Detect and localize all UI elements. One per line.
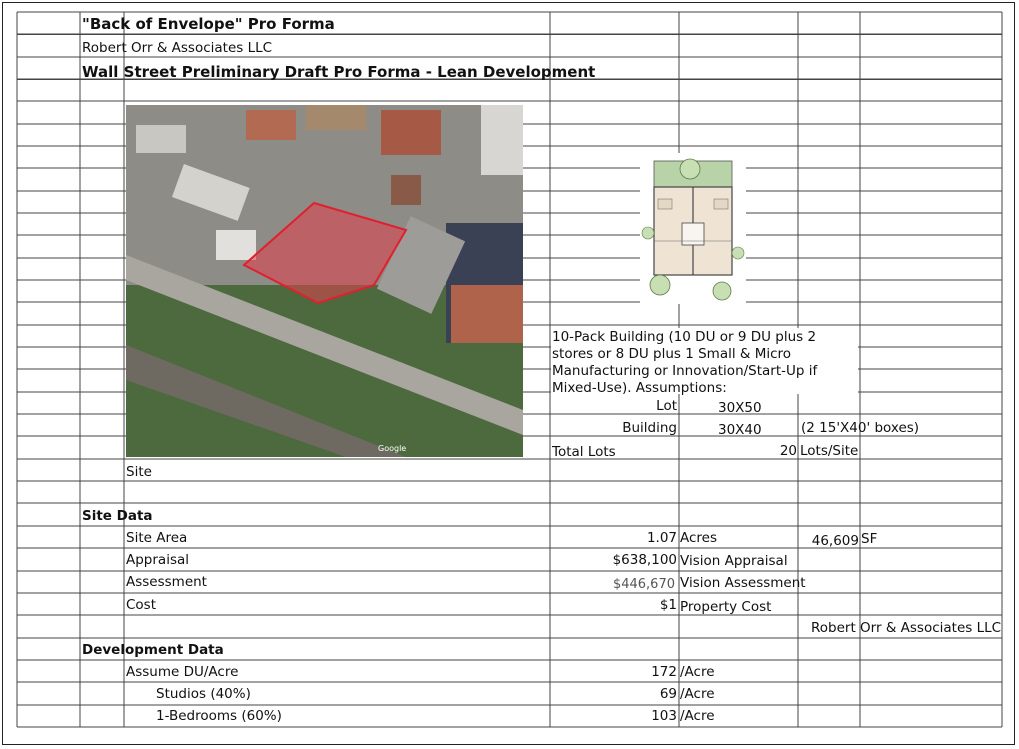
site-area-value: 1.07 [646, 530, 677, 546]
google-watermark: Google [378, 444, 407, 453]
aerial-map-image [126, 105, 523, 457]
development-data-heading: Development Data [82, 642, 224, 658]
studios-unit: /Acre [680, 686, 715, 702]
one-bedroom-value: 103 [651, 708, 677, 724]
du-acre-value: 172 [651, 664, 677, 680]
assessment-value: $446,670 [612, 577, 675, 592]
lot-label: Lot [656, 398, 677, 414]
credit-text: Robert Orr & Associates LLC [811, 620, 1002, 636]
site-area-label: Site Area [126, 530, 188, 546]
page-title: "Back of Envelope" Pro Forma [82, 15, 335, 33]
building-floorplan-image [640, 153, 746, 304]
site-area-unit: Acres [680, 530, 718, 546]
site-data-heading: Site Data [82, 508, 153, 524]
lot-value: 30X50 [718, 400, 762, 416]
building-note: (2 15'X40' boxes) [801, 420, 920, 436]
appraisal-label: Appraisal [126, 552, 190, 568]
cost-value: $1 [659, 597, 677, 613]
page-subtitle: Wall Street Preliminary Draft Pro Forma - Lean Development [82, 63, 596, 81]
building-value: 30X40 [718, 422, 762, 438]
one-bedroom-unit: /Acre [680, 708, 715, 724]
studios-value: 69 [659, 686, 677, 702]
building-label: Building [622, 420, 677, 436]
one-bedroom-label: 1-Bedrooms (60%) [156, 708, 282, 724]
du-acre-unit: /Acre [680, 664, 715, 680]
assessment-unit: Vision Assessment [680, 575, 806, 591]
assessment-label: Assessment [126, 574, 207, 590]
building-description: 10-Pack Building (10 DU or 9 DU plus 2 stores or 8 DU plus 1 Small & Micro Manufacturing or Innovation/Start-Up if Mixed-Use). Assumptions: [552, 329, 818, 396]
site-area-sf-unit: SF [861, 531, 878, 547]
total-lots-value: 20 [779, 443, 797, 459]
cost-label: Cost [126, 597, 157, 613]
total-lots-label: Total Lots [552, 444, 616, 460]
site-caption: Site [126, 464, 152, 480]
total-lots-unit: Lots/Site [800, 443, 859, 459]
site-area-sf-value: 46,609 [811, 533, 859, 549]
appraisal-unit: Vision Appraisal [680, 553, 788, 569]
du-acre-label: Assume DU/Acre [126, 664, 239, 680]
appraisal-value: $638,100 [612, 552, 677, 568]
studios-label: Studios (40%) [156, 686, 251, 702]
cost-unit: Property Cost [680, 599, 772, 615]
company-name: Robert Orr & Associates LLC [82, 40, 273, 56]
